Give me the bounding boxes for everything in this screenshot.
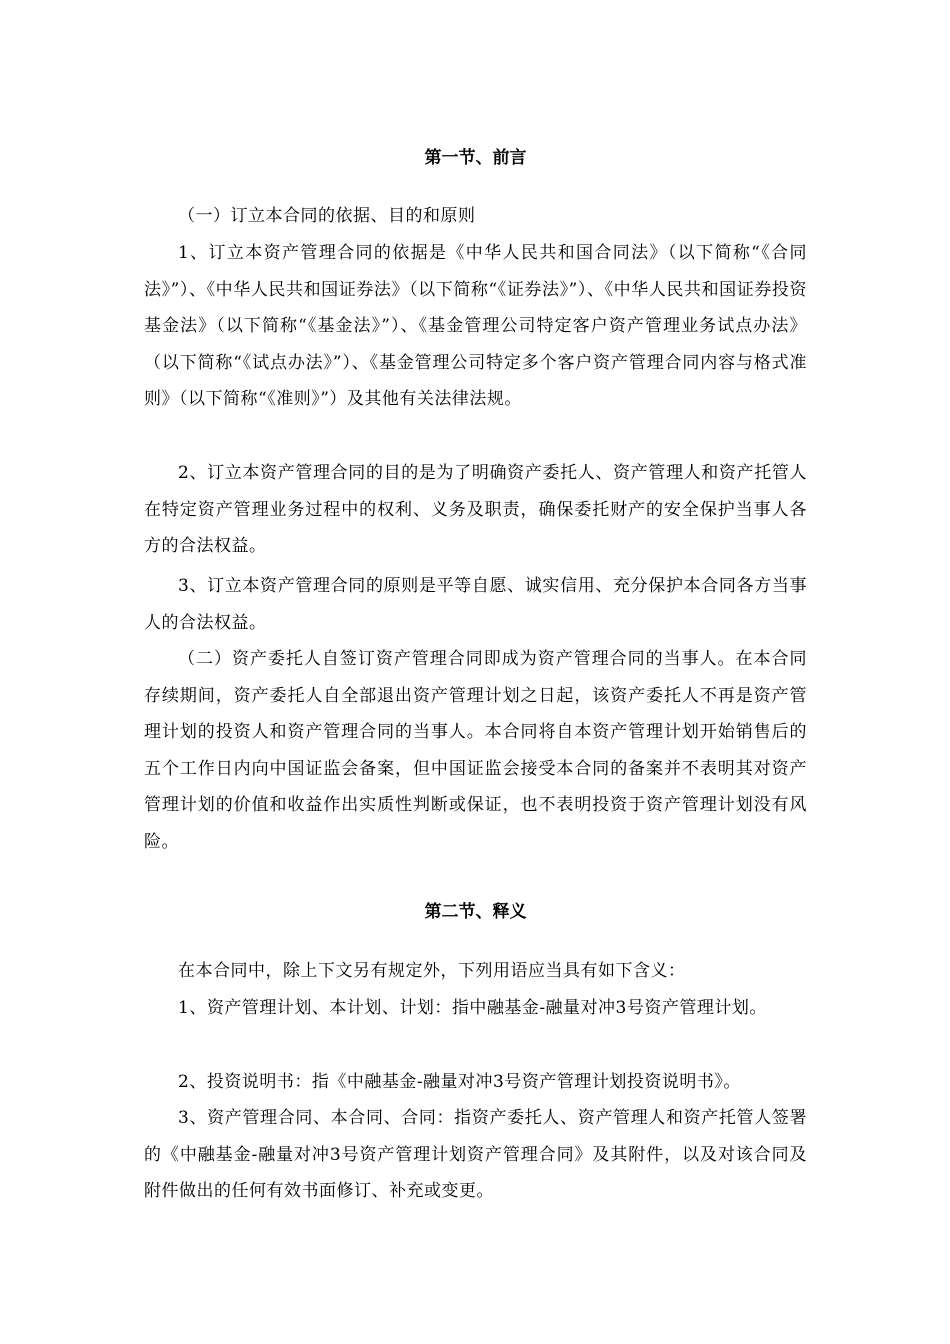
section2-title: 第二节、释义 bbox=[424, 902, 527, 922]
section2-paragraph-4: 3、资产管理合同、本合同、合同：指资产委托人、资产管理人和资产托管人签署的《中融基金-融量对冲3号资产管理计划资产管理合同》及其附件，以及对该合同及附件做出的任何有效书面修订、补充或变更。 bbox=[144, 1108, 807, 1202]
section2-paragraph-3: 2、投资说明书：指《中融基金-融量对冲3号资产管理计划投资说明书》。 bbox=[178, 1072, 741, 1092]
section2-paragraph-1: 在本合同中，除上下文另有规定外，下列用语应当具有如下含义： bbox=[178, 961, 686, 981]
section1-paragraph-2: 1、订立本资产管理合同的依据是《中华人民共和国合同法》（以下简称“《合同法》”）、《中华人民共和国证券法》（以下简称“《证券法》”）、《中华人民共和国证券投资基金法》（以下简称“《基金法》”）、《基金管理公司特定客户资产管理业务试点办法》（以下简称“《试点办法》”）、《基金管理公司特定多个客户资产管理合同内容与格式准则》（以下简称“《准则》”）及其他有关法律法规。 bbox=[144, 243, 807, 410]
section2-paragraph-2: 1、资产管理计划、本计划、计划：指中融基金-融量对冲3号资产管理计划。 bbox=[178, 998, 767, 1018]
section1-paragraph-1: （一）订立本合同的依据、目的和原则 bbox=[178, 206, 476, 226]
section1-title: 第一节、前言 bbox=[424, 148, 527, 168]
section1-paragraph-3: 2、订立本资产管理合同的目的是为了明确资产委托人、资产管理人和资产托管人在特定资产管理业务过程中的权利、义务及职责，确保委托财产的安全保护当事人各方的合法权益。 bbox=[144, 463, 807, 557]
section1-paragraph-5: （二）资产委托人自签订资产管理合同即成为资产管理合同的当事人。在本合同存续期间，资产委托人自全部退出资产管理计划之日起，该资产委托人不再是资产管理计划的投资人和资产管理合同的当事人。本合同将自本资产管理计划开始销售后的五个工作日内向中国证监会备案，但中国证监会接受本合同的备案并不表明其对资产管理计划的价值和收益作出实质性判断或保证，也不表明投资于资产管理计划没有风险。 bbox=[144, 649, 807, 852]
section1-paragraph-4: 3、订立本资产管理合同的原则是平等自愿、诚实信用、充分保护本合同各方当事人的合法权益。 bbox=[144, 576, 807, 633]
